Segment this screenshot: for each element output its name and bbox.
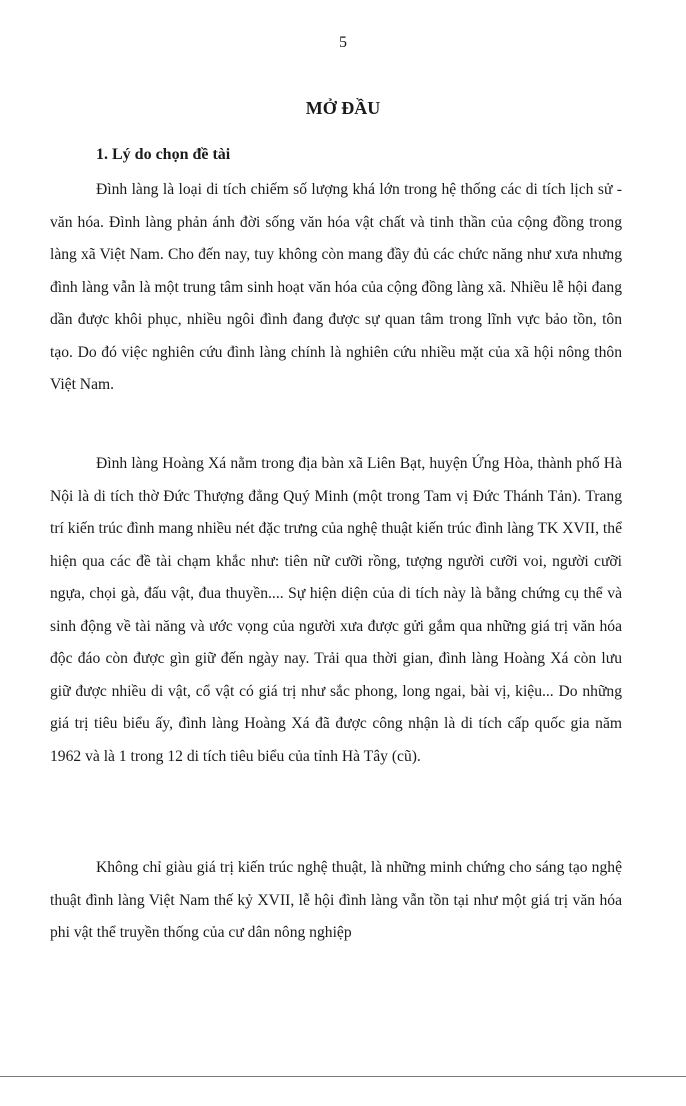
body-paragraph-1: Đình làng là loại di tích chiếm số lượng khá lớn trong hệ thống các di tích lịch sử - văn hóa. Đình làng phản ánh đời sống văn hóa vật chất và tinh thần của cộng đồng trong làng xã Việt Nam. Cho đến nay, tuy không còn mang đầy đủ các chức năng như xưa nhưng đình làng vẫn là một trung tâm sinh hoạt văn hóa của cộng đồng làng xã. Nhiều lễ hội đang dần được khôi phục, nhiều ngôi đình đang được sự quan tâm trong lĩnh vực bảo tồn, tôn tạo. Do đó việc nghiên cứu đình làng chính là nghiên cứu nhiều mặt của xã hội nông thôn Việt Nam. [50, 181, 622, 393]
page-number: 5 [339, 34, 347, 51]
section-heading: 1. Lý do chọn đề tài [96, 146, 231, 163]
body-paragraph-2: Đình làng Hoàng Xá nằm trong địa bàn xã Liên Bạt, huyện Ứng Hòa, thành phố Hà Nội là di tích thờ Đức Thượng đẳng Quý Minh (một trong Tam vị Đức Thánh Tản). Trang trí kiến trúc đình mang nhiều nét đặc trưng của nghệ thuật kiến trúc đình làng TK XVII, thể hiện qua các đề tài chạm khắc như: tiên nữ cưỡi rồng, tượng người cưỡi voi, người cưỡi ngựa, chọi gà, đấu vật, đua thuyền.... Sự hiện diện của di tích này là bằng chứng cụ thể và sinh động về tài năng và ước vọng của người xưa được gửi gắm qua những giá trị văn hóa độc đáo còn được gìn giữ đến ngày nay. Trải qua thời gian, đình làng Hoàng Xá còn lưu giữ được nhiều di vật, cổ vật có giá trị như sắc phong, long ngai, bài vị, kiệu... Do những giá trị tiêu biểu ấy, đình làng Hoàng Xá đã được công nhận là di tích cấp quốc gia năm 1962 và là 1 trong 12 di tích tiêu biểu của tỉnh Hà Tây (cũ). [50, 455, 622, 765]
page-bottom-divider [0, 1076, 686, 1077]
body-paragraph-3: Không chỉ giàu giá trị kiến trúc nghệ thuật, là những minh chứng cho sáng tạo nghệ thuật đình làng Việt Nam thế kỷ XVII, lễ hội đình làng vẫn tồn tại như một giá trị văn hóa phi vật thể truyền thống của cư dân nông nghiệp [50, 859, 622, 941]
page-title: MỞ ĐẦU [305, 98, 381, 118]
